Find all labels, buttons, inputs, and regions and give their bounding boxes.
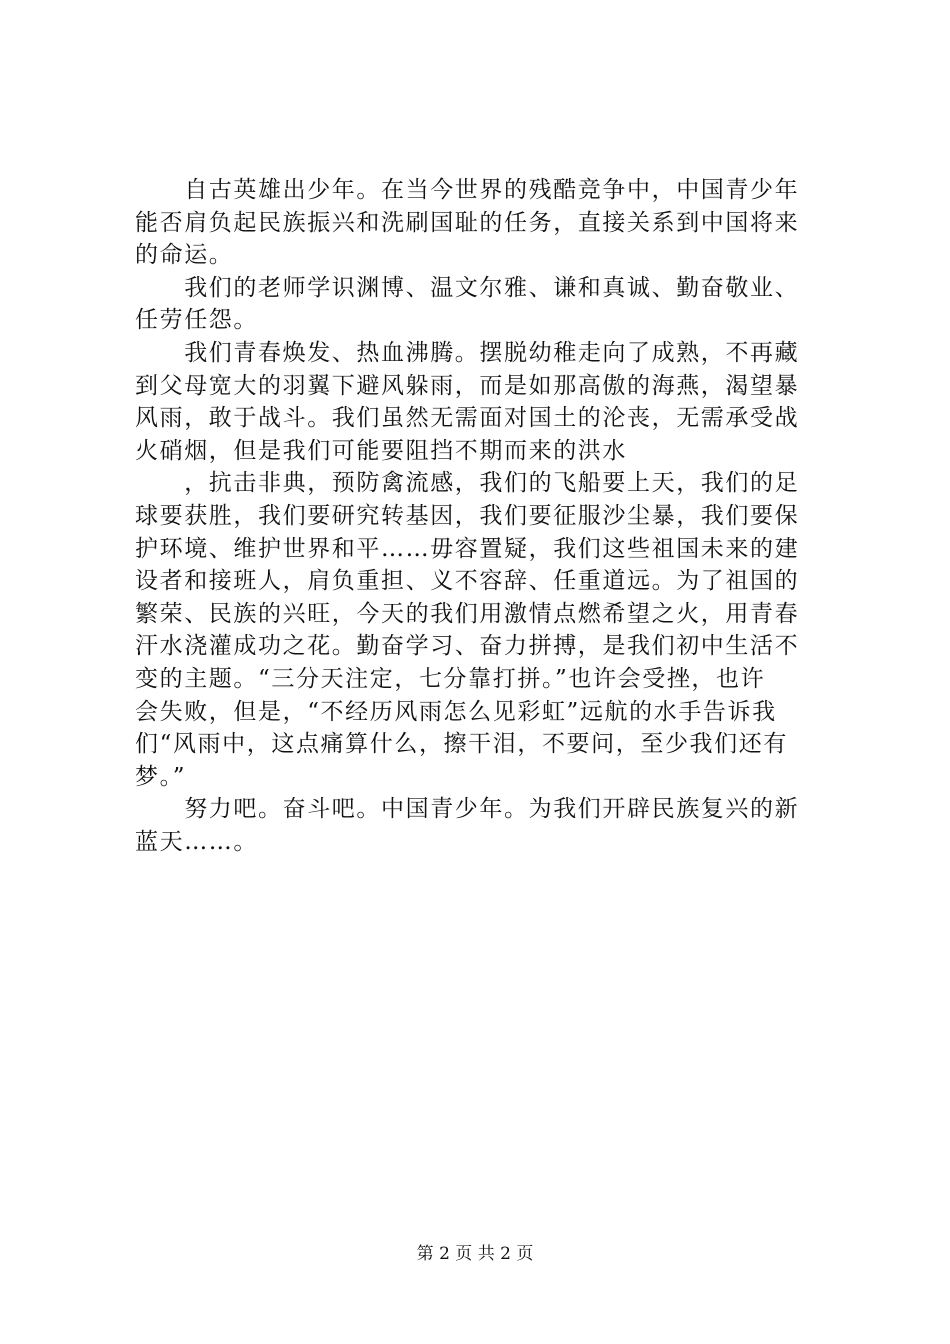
text-line: 会失败，但是，“不经历风雨怎么见彩虹”远航的水手告诉我 [135, 698, 777, 725]
text-line: 任劳任怨。 [135, 307, 258, 334]
text-line: 球要获胜，我们要研究转基因，我们要征服沙尘暴，我们要保 [135, 502, 800, 529]
document-body [135, 174, 835, 858]
text-line: 能否肩负起民族振兴和洗刷国耻的任务，直接关系到中国将来 [135, 209, 800, 236]
text-line: ，抗击非典，预防禽流感，我们的飞船要上天，我们的足 [135, 470, 800, 497]
text-line: 变的主题。“三分天注定，七分靠打拼。”也许会受挫，也许 [135, 665, 766, 692]
text-line: 繁荣、民族的兴旺，今天的我们用激情点燃希望之火，用青春 [135, 600, 800, 627]
text-line: 自古英雄出少年。在当今世界的残酷竞争中，中国青少年 [135, 177, 800, 203]
text-line: 火硝烟，但是我们可能要阻挡不期而来的洪水 [135, 437, 627, 464]
text-line: 们“风雨中，这点痛算什么，擦干泪，不要问，至少我们还有 [135, 731, 788, 758]
text-line: 蓝天……。 [135, 828, 258, 855]
text-line: 护环境、维护世界和平……毋容置疑，我们这些祖国未来的建 [135, 535, 800, 562]
text-line: 的命运。 [135, 242, 234, 269]
text-line: 努力吧。奋斗吧。中国青少年。为我们开辟民族复兴的新 [135, 796, 800, 823]
text-line: 梦。” [135, 763, 187, 790]
text-line: 风雨，敢于战斗。我们虽然无需面对国土的沦丧，无需承受战 [135, 405, 800, 432]
text-line: 汗水浇灌成功之花。勤奋学习、奋力拼搏，是我们初中生活不 [135, 633, 800, 660]
text-line: 我们青春焕发、热血沸腾。摆脱幼稚走向了成熟，不再藏 [135, 339, 800, 366]
page-number-footer: 第 2 页 共 2 页 [416, 1244, 534, 1264]
text-line: 到父母宽大的羽翼下避风躲雨，而是如那高傲的海燕，渴望暴 [135, 372, 800, 399]
text-line: 设者和接班人，肩负重担、义不容辞、任重道远。为了祖国的 [135, 568, 800, 595]
text-line: 我们的老师学识渊博、温文尔雅、谦和真诚、勤奋敬业、 [135, 274, 800, 301]
